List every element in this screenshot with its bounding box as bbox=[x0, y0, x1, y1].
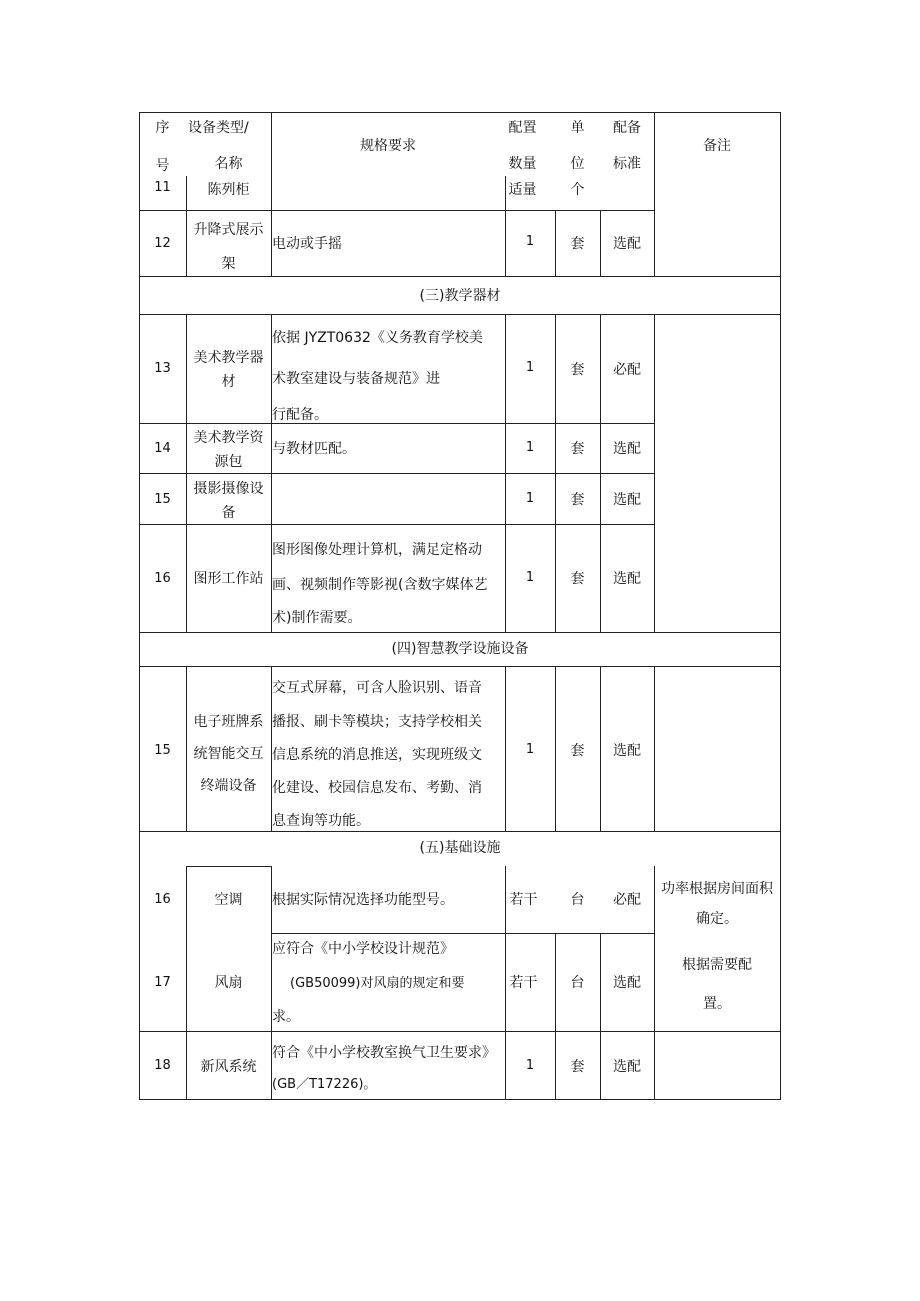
header-unit: 单 bbox=[570, 120, 585, 136]
row-name: 备 bbox=[221, 505, 236, 521]
row-unit: 台 bbox=[570, 975, 585, 991]
row-qty: 1 bbox=[525, 742, 535, 757]
header-std: 标准 bbox=[613, 156, 641, 172]
row-std: 选配 bbox=[613, 492, 641, 508]
row-std: 选配 bbox=[613, 571, 641, 587]
row-spec: (GB50099)对风扇的规定和要 bbox=[290, 976, 465, 991]
row-spec: 根据实际情况选择功能型号。 bbox=[272, 892, 454, 908]
row-unit: 套 bbox=[570, 441, 585, 457]
row-spec: 术)制作需要。 bbox=[272, 610, 362, 626]
row-name: 源包 bbox=[214, 454, 243, 470]
rule bbox=[780, 112, 781, 1100]
row-seq: 18 bbox=[154, 1058, 171, 1073]
row-seq: 17 bbox=[154, 975, 171, 990]
row-qty: 1 bbox=[525, 491, 535, 506]
row-spec: 求。 bbox=[272, 1009, 300, 1025]
rule bbox=[186, 866, 271, 867]
row-unit: 套 bbox=[570, 1059, 585, 1075]
rule bbox=[139, 276, 781, 277]
row-spec: 行配备。 bbox=[272, 407, 328, 423]
row-seq: 15 bbox=[154, 743, 171, 758]
row-spec: 依据 JYZT0632《义务教育学校美 bbox=[272, 330, 483, 346]
rule bbox=[139, 423, 654, 424]
rule bbox=[139, 666, 781, 667]
row-seq: 16 bbox=[154, 892, 171, 907]
row-name: 终端设备 bbox=[200, 778, 257, 794]
row-unit: 套 bbox=[570, 492, 585, 508]
header-std: 配备 bbox=[613, 120, 641, 136]
row-name: 美术教学器 bbox=[193, 350, 264, 366]
row-unit: 套 bbox=[570, 362, 585, 378]
row-spec: 化建设、校园信息发布、考勤、消 bbox=[272, 780, 482, 796]
row-note: 确定。 bbox=[696, 911, 738, 927]
rule bbox=[139, 524, 654, 525]
section-title: (五)基础设施 bbox=[419, 840, 501, 856]
row-name: 空调 bbox=[214, 892, 243, 908]
header-seq: 号 bbox=[155, 158, 170, 174]
row-unit: 套 bbox=[570, 236, 585, 252]
row-seq: 15 bbox=[154, 492, 171, 507]
section-title: (四)智慧教学设施设备 bbox=[391, 641, 529, 657]
row-std: 选配 bbox=[613, 441, 641, 457]
row-seq: 14 bbox=[154, 441, 171, 456]
row-qty: 1 bbox=[525, 570, 535, 585]
rule bbox=[139, 112, 140, 1100]
header-type: 设备类型/ bbox=[188, 120, 249, 136]
row-unit: 个 bbox=[570, 182, 585, 198]
rule bbox=[139, 831, 781, 832]
header-qty: 数量 bbox=[508, 156, 537, 172]
row-spec: (GB／T17226)。 bbox=[272, 1077, 377, 1092]
rule bbox=[139, 1031, 781, 1032]
header-note: 备注 bbox=[703, 138, 731, 154]
row-seq: 13 bbox=[154, 361, 171, 376]
row-std: 必配 bbox=[613, 892, 641, 908]
row-qty: 1 bbox=[525, 234, 535, 249]
row-qty: 1 bbox=[525, 1058, 535, 1073]
row-name: 统智能交互 bbox=[193, 746, 264, 762]
row-spec: 信息系统的消息推送，实现班级文 bbox=[272, 747, 482, 763]
row-qty: 1 bbox=[525, 440, 535, 455]
row-seq: 16 bbox=[154, 571, 171, 586]
row-qty: 1 bbox=[525, 360, 535, 375]
row-name: 升降式展示 bbox=[193, 222, 264, 238]
rule bbox=[654, 314, 655, 633]
row-qty: 若干 bbox=[509, 975, 538, 991]
rule bbox=[139, 632, 781, 633]
row-spec: 交互式屏幕，可含人脸识别、语音 bbox=[272, 680, 482, 696]
row-name: 陈列柜 bbox=[207, 182, 250, 198]
row-spec: 术教室建设与装备规范》进 bbox=[272, 371, 440, 387]
row-unit: 台 bbox=[570, 892, 585, 908]
row-spec: 息查询等功能。 bbox=[272, 813, 370, 829]
header-spec: 规格要求 bbox=[360, 138, 416, 154]
row-name: 电子班牌系 bbox=[193, 714, 264, 730]
row-std: 选配 bbox=[613, 236, 641, 252]
row-spec: 播报、刷卡等模块；支持学校相关 bbox=[272, 714, 482, 730]
header-type: 名称 bbox=[214, 156, 243, 172]
header-unit: 位 bbox=[570, 156, 585, 172]
row-name: 摄影摄像设 bbox=[193, 481, 264, 497]
rule bbox=[271, 933, 654, 934]
rule bbox=[654, 666, 655, 832]
row-spec: 画、视频制作等影视(含数字媒体艺 bbox=[272, 577, 488, 593]
row-spec: 应符合《中小学校设计规范》 bbox=[272, 941, 454, 957]
rule bbox=[139, 112, 781, 113]
row-name: 风扇 bbox=[214, 975, 243, 991]
row-qty: 适量 bbox=[508, 182, 537, 198]
section-title: (三)教学器材 bbox=[419, 288, 501, 304]
rule bbox=[654, 866, 655, 1100]
rule bbox=[139, 314, 781, 315]
row-seq: 12 bbox=[154, 236, 171, 251]
rule bbox=[139, 473, 654, 474]
row-unit: 套 bbox=[570, 743, 585, 759]
row-note: 功率根据房间面积 bbox=[661, 881, 773, 897]
row-seq: 11 bbox=[154, 180, 171, 195]
header-seq: 序 bbox=[155, 120, 170, 136]
row-name: 新风系统 bbox=[200, 1059, 257, 1075]
row-spec: 图形图像处理计算机，满足定格动 bbox=[272, 542, 482, 558]
row-std: 选配 bbox=[613, 743, 641, 759]
row-name: 图形工作站 bbox=[193, 571, 264, 587]
row-std: 选配 bbox=[613, 975, 641, 991]
row-name: 美术教学资 bbox=[193, 430, 264, 446]
row-name: 架 bbox=[221, 256, 236, 272]
row-std: 必配 bbox=[613, 362, 641, 378]
header-qty: 配置 bbox=[508, 120, 537, 136]
row-name: 材 bbox=[221, 374, 236, 390]
row-spec: 符合《中小学校教室换气卫生要求》 bbox=[272, 1045, 496, 1061]
row-spec: 与教材匹配。 bbox=[272, 441, 356, 457]
row-unit: 套 bbox=[570, 571, 585, 587]
row-spec: 电动或手摇 bbox=[272, 236, 342, 252]
row-note: 根据需要配 bbox=[682, 957, 752, 973]
row-std: 选配 bbox=[613, 1059, 641, 1075]
row-qty: 若干 bbox=[509, 892, 538, 908]
row-note: 置。 bbox=[703, 996, 731, 1012]
rule bbox=[139, 1099, 781, 1100]
rule bbox=[139, 210, 654, 211]
